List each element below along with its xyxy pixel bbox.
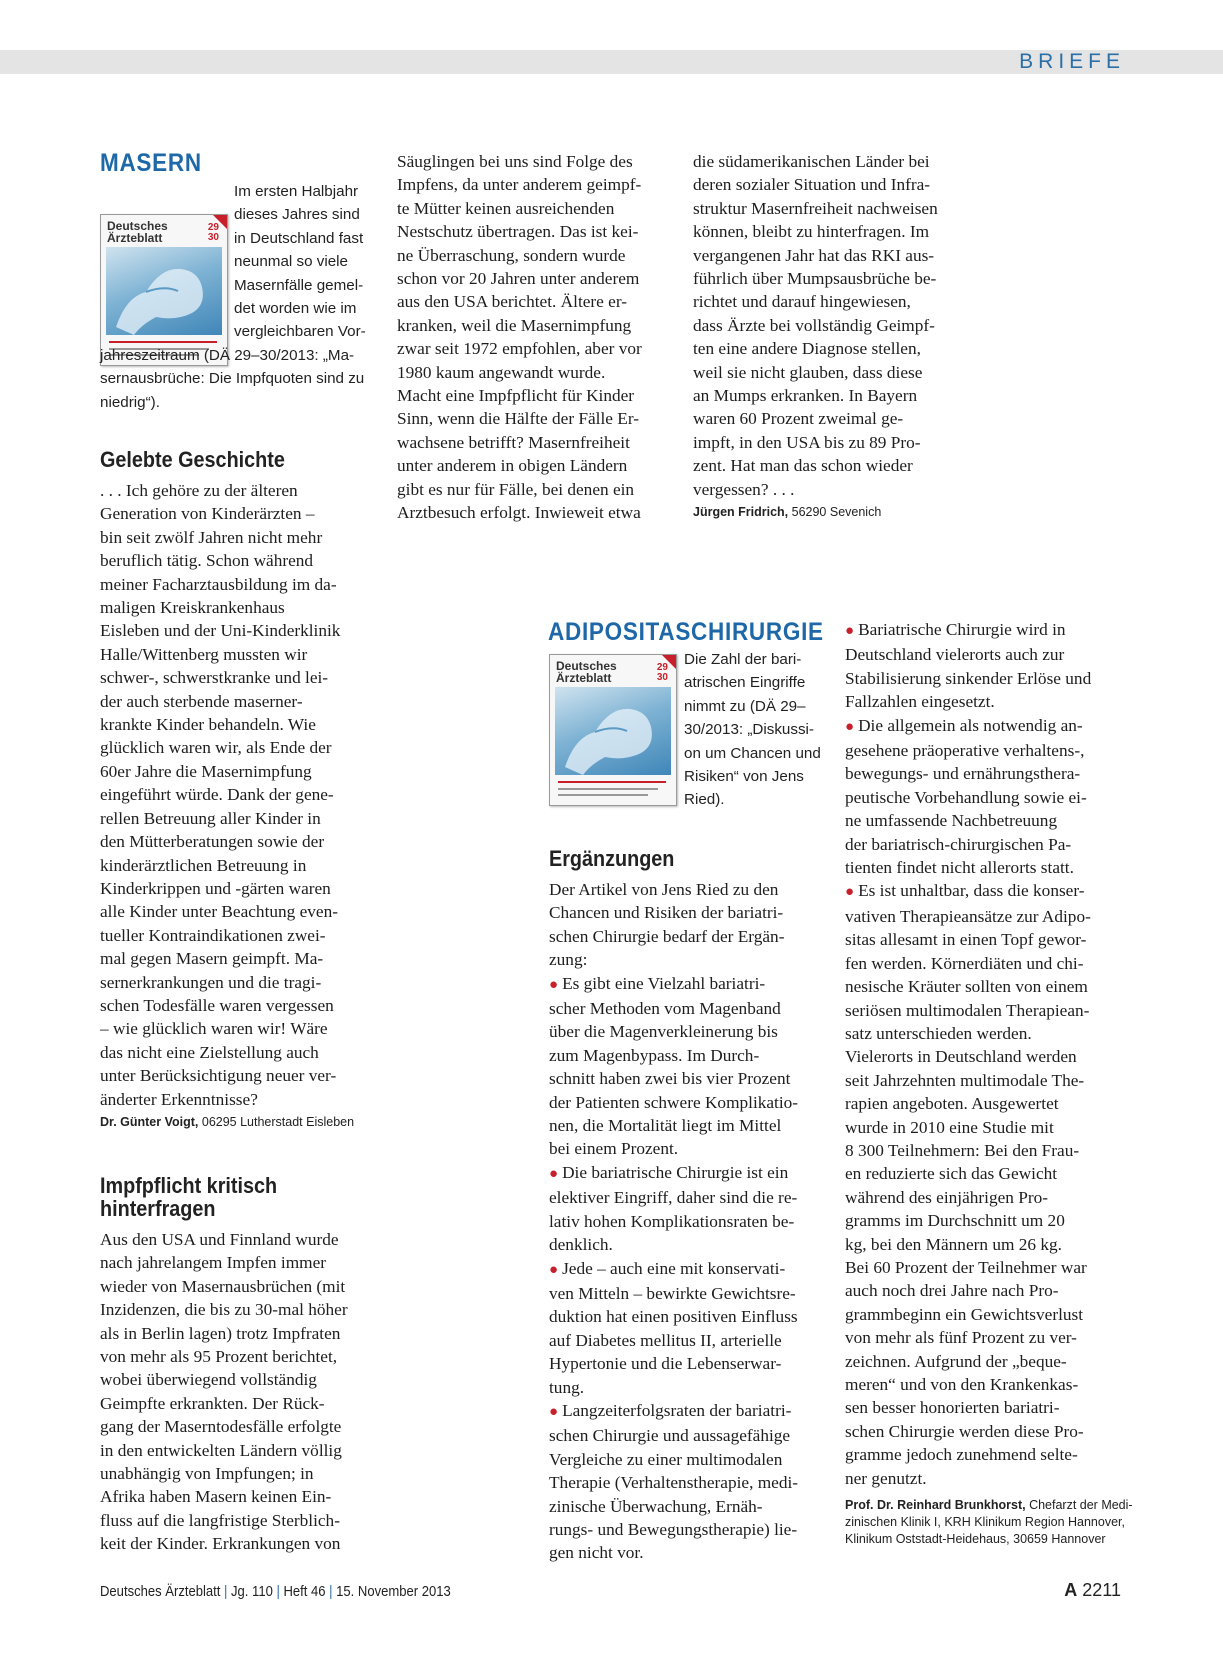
text-line: unter Berücksichtigung neuer ver-	[100, 1066, 337, 1086]
text-line: Säuglingen bei uns sind Folge des	[397, 152, 633, 171]
text-line: als in Berlin lagen) trotz Impfraten	[100, 1323, 341, 1343]
text-line: wieder von Masernausbrüchen (mit	[100, 1276, 346, 1296]
masern-intro-line: vergleichbaren Vor-	[234, 323, 366, 341]
text-line: tueller Kontraindikationen zwei-	[100, 925, 326, 945]
text-line: kinderärztlichen Betreuung in	[100, 855, 307, 875]
text-line: nen, die Mortalität liegt im Mittel	[549, 1116, 782, 1136]
text-line: ne Überraschung, sondern wurde	[397, 245, 626, 265]
text-line: Aus den USA und Finnland wurde	[100, 1230, 339, 1249]
masern-intro-line: Im ersten Halbjahr	[234, 183, 359, 200]
text-line: glücklich waren wir, als Ende der	[100, 738, 332, 758]
text-line: den Mütterberatungen sowie der	[100, 832, 325, 852]
text-line: Bei 60 Prozent der Teilnehmer war	[845, 1257, 1087, 1277]
adipositas-intro-line: on um Chancen und	[684, 744, 821, 762]
text-line: Geimpfte erkrankten. Der Rück-	[100, 1393, 325, 1413]
text-line: schnitt haben zwei bis vier Prozent	[549, 1069, 791, 1089]
text-line: zent. Hat man das schon wieder	[693, 456, 913, 476]
text-line: schen Chirurgie bedarf der Ergän-	[549, 926, 785, 946]
text-line: weil sie nicht glauben, dass diese	[693, 362, 923, 382]
text-line: rellen Betreuung aller Kinder in	[100, 808, 321, 828]
text-line: wobei überwiegend vollständig	[100, 1370, 317, 1390]
text-line: fluss auf die langfristige Sterblich-	[100, 1510, 340, 1530]
text-line: Halle/Wittenberg mussten wir	[100, 644, 308, 664]
text-line: te Mütter keinen ausreichenden	[397, 198, 615, 218]
footer-volume: Jg. 110	[231, 1584, 273, 1600]
adipositas-intro-line: atrischen Eingriffe	[684, 674, 806, 692]
letter-impfpflicht	[100, 1174, 380, 1556]
letter-signature: Dr. Günter Voigt, 06295 Lutherstadt Eisleben	[100, 1114, 355, 1129]
text-line: rapien angeboten. Ausgewertet	[845, 1094, 1059, 1114]
text-line: 8 300 Teilnehmern: Bei den Frau-	[845, 1140, 1080, 1160]
text-line: Generation von Kinderärzten –	[100, 504, 315, 524]
text-line: Impfens, da unter anderem geimpf-	[397, 175, 642, 195]
text-line: wurde in 2010 eine Studie mit	[845, 1117, 1054, 1137]
text-line: dass Ärzte bei vollständig Geimpf-	[693, 315, 935, 335]
text-line: rungs- und Bewegungstherapie) lie-	[549, 1519, 798, 1539]
adipositas-intro-line: Ried).	[684, 791, 725, 809]
text-line: Macht eine Impfpflicht für Kinder	[397, 386, 635, 406]
text-line: denklich.	[549, 1235, 613, 1255]
text-line: . . . Ich gehöre zu der älteren	[100, 481, 298, 500]
text-line: ● Die allgemein als notwendig an-	[845, 715, 1083, 735]
text-line: auf Diabetes mellitus II, arterielle	[549, 1330, 782, 1350]
text-line: lativ hohen Komplikationsraten be-	[549, 1211, 795, 1231]
bullet-icon: ●	[549, 1403, 559, 1420]
text-line: – wie glücklich waren wir! Wäre	[100, 1019, 328, 1039]
footer-issue: Heft 46	[283, 1584, 326, 1600]
text-line: gibt es nur für Fälle, bei denen ein	[397, 479, 635, 499]
masern-intro-line: sernausbrüche: Die Impfquoten sind zu	[100, 370, 365, 388]
text-line: ● Es gibt eine Vielzahl bariatri-	[549, 973, 766, 993]
masern-intro-full	[100, 344, 380, 414]
letter-heading: Gelebte Geschichte	[100, 447, 285, 472]
text-line: seit Jahrzehnten multimodale The-	[845, 1070, 1085, 1090]
text-line: Stabilisierung sinkender Erlöse und	[845, 668, 1092, 688]
text-line: vergessen? . . .	[693, 479, 795, 499]
text-line: an Mumps erkranken. In Bayern	[693, 386, 918, 406]
text-line: sitas allesamt in einen Topf gewor-	[845, 930, 1087, 950]
text-line: Der Artikel von Jens Ried zu den	[549, 880, 779, 899]
text-line: Deutschland vielerorts auch zur	[845, 645, 1065, 665]
letter-ergaenzungen	[549, 847, 839, 1565]
letter-heading: Ergänzungen	[549, 846, 675, 871]
text-line: zung:	[549, 950, 588, 970]
text-line: 1980 kaum angewandt wurde.	[397, 362, 606, 382]
text-line: fen werden. Körnerdiäten und chi-	[845, 953, 1084, 973]
text-line: grammbeginn ein Gewichtsverlust	[845, 1304, 1084, 1324]
text-line: schen Chirurgie werden diese Pro-	[845, 1421, 1084, 1441]
letter-body	[397, 150, 687, 525]
footer-journal: Deutsches Ärzteblatt	[100, 1584, 221, 1600]
text-line: 60er Jahre die Masernimpfung	[100, 761, 312, 781]
letter-heading: Impfpflicht kritisch	[100, 1173, 278, 1198]
text-line: ● Die bariatrische Chirurgie ist ein	[549, 1162, 789, 1182]
masern-intro-line: in Deutschland fast	[234, 229, 364, 247]
text-line: gang der Maserntodesfälle erfolgte	[100, 1417, 342, 1437]
text-line: ● Es ist unhaltbar, dass die konser-	[845, 881, 1085, 901]
text-line: kranken, weil die Masernimpfung	[397, 315, 632, 335]
letter-body	[100, 479, 380, 1111]
text-line: Afrika haben Masern keinen Ein-	[100, 1487, 332, 1507]
text-line: en reduzierte sich das Gewicht	[845, 1164, 1058, 1184]
text-line: ● Bariatrische Chirurgie wird in	[845, 620, 1066, 639]
text-line: Sinn, wenn die Hälfte der Fälle Er-	[397, 409, 639, 429]
text-line: schen Chirurgie und aussagefähige	[549, 1426, 791, 1446]
text-line: nesische Kräuter sollten von einem	[845, 977, 1088, 997]
text-line: zwar seit 1972 empfohlen, aber vor	[397, 339, 642, 359]
bullet-icon: ●	[549, 1165, 559, 1182]
text-line: der bariatrisch-chirurgischen Pa-	[845, 834, 1072, 854]
text-line: Inzidenzen, die bis zu 30-mal höher	[100, 1300, 348, 1320]
text-line: sen besser honorierten bariatri-	[845, 1398, 1060, 1418]
letter-gelebte-geschichte	[100, 448, 380, 1131]
text-line: schen Todesfälle waren vergessen	[100, 995, 334, 1015]
column-2	[397, 150, 687, 525]
text-line: können, bleibt zu hinterfragen. Im	[693, 222, 930, 242]
letter-signature: Jürgen Fridrich, 56290 Sevenich	[693, 505, 882, 520]
page-footer: Deutsches Ärzteblatt | Jg. 110 | Heft 46 | 15. November 2013	[100, 1584, 451, 1600]
letter-body	[693, 150, 983, 501]
text-line: Vergleiche zu einer multimodalen	[549, 1449, 783, 1469]
text-line: führlich über Mumpsausbrüche be-	[693, 269, 937, 289]
text-line: von mehr als 95 Prozent berichtet,	[100, 1347, 338, 1367]
text-line: scher Methoden vom Magenband	[549, 999, 781, 1019]
letter-body	[100, 1228, 380, 1556]
text-line: Fallzahlen eingesetzt.	[845, 692, 995, 712]
text-line: deren sozialer Situation und Infra-	[693, 175, 931, 195]
letter-heading: hinterfragen	[100, 1196, 216, 1221]
text-line: vativen Therapieansätze zur Adipo-	[845, 906, 1091, 926]
bullet-icon: ●	[845, 884, 855, 901]
text-line: alle Kinder unter Beachtung even-	[100, 902, 338, 922]
text-line: duktion hat einen positiven Einfluss	[549, 1307, 798, 1327]
text-line: vergangenen Jahr hat das RKI aus-	[693, 245, 935, 265]
text-line: mal gegen Masern geimpft. Ma-	[100, 949, 324, 969]
adipositas-cover-image: Deutsches Ärzteblatt 29 30	[549, 654, 677, 806]
masern-intro-line: jahreszeitraum (DÄ 29–30/2013: „Ma-	[100, 347, 355, 364]
adipositas-intro-line: Risiken“ von Jens	[684, 768, 804, 786]
text-line: krankte Kinder behandeln. Wie	[100, 715, 316, 735]
text-line: ten eine andere Diagnose stellen,	[693, 339, 921, 359]
bullet-icon: ●	[845, 623, 855, 639]
text-line: Eisleben und der Uni-Kinderklinik	[100, 621, 341, 641]
masern-cover-image: Deutsches Ärzteblatt 29 30	[100, 214, 228, 366]
adipositas-intro-line: Die Zahl der bari-	[684, 651, 802, 668]
adipositas-intro-line: 30/2013: „Diskussi-	[684, 721, 814, 739]
masern-intro-line: dieses Jahres sind	[234, 206, 360, 224]
text-line: gramme jedoch zunehmend selte-	[845, 1445, 1078, 1465]
text-line: das nicht eine Zielstellung auch	[100, 1042, 319, 1062]
text-line: elektiver Eingriff, daher sind die re-	[549, 1188, 798, 1208]
page-number: A 2211	[1064, 1580, 1121, 1600]
column-3	[693, 150, 983, 521]
text-line: bei einem Prozent.	[549, 1139, 679, 1159]
text-line: Arztbesuch erfolgt. Inwieweit etwa	[397, 503, 641, 523]
text-line: unabhängig von Impfungen; in	[100, 1464, 314, 1484]
text-line: tung.	[549, 1377, 585, 1397]
text-line: der auch sterbende maserner-	[100, 691, 303, 711]
masern-intro-line: neunmal so viele	[234, 253, 348, 271]
text-line: schon vor 20 Jahren unter anderem	[397, 269, 640, 289]
text-line: seriösen multimodalen Therapiean-	[845, 1000, 1090, 1020]
footer-date: 15. November 2013	[336, 1584, 451, 1600]
text-line: über die Magenverkleinerung bis	[549, 1022, 778, 1042]
text-line: ● Jede – auch eine mit konservati-	[549, 1258, 786, 1278]
text-line: ner genutzt.	[845, 1468, 927, 1488]
text-line: schwer-, schwerstkranke und lei-	[100, 668, 329, 688]
text-line: unter anderem in obigen Ländern	[397, 456, 628, 476]
text-line: meiner Facharztausbildung im da-	[100, 574, 337, 594]
text-line: gen nicht vor.	[549, 1543, 644, 1563]
section-label: BRIEFE	[1019, 50, 1125, 73]
text-line: tienten findet nicht allerorts statt.	[845, 858, 1074, 878]
text-line: keit der Kinder. Erkrankungen von	[100, 1534, 341, 1554]
text-line: von mehr als fünf Prozent zu ver-	[845, 1328, 1077, 1348]
text-line: aus den USA berichtet. Ältere er-	[397, 292, 627, 312]
text-line: kg, bei den Männern um 26 kg.	[845, 1234, 1062, 1254]
column-4	[845, 618, 1135, 1548]
text-line: satz unterschieden werden.	[845, 1023, 1032, 1043]
masern-intro-line: niedrig“).	[100, 393, 160, 411]
text-line: waren 60 Prozent zweimal ge-	[693, 409, 904, 429]
text-line: wachsene betrifft? Masernfreiheit	[397, 432, 630, 452]
text-line: gesehene präoperative verhaltens-,	[845, 741, 1085, 761]
letter-body	[845, 618, 1135, 1490]
bullet-icon: ●	[549, 1261, 559, 1278]
text-line: während des einjährigen Pro-	[845, 1187, 1048, 1207]
masern-intro-wrap	[234, 180, 380, 344]
adipositas-intro-line: nimmt zu (DÄ 29–	[684, 697, 806, 715]
text-line: Hypertonie und die Lebenserwar-	[549, 1354, 782, 1374]
text-line: nach jahrelangem Impfen immer	[100, 1253, 326, 1273]
text-line: auch noch drei Jahre nach Pro-	[845, 1281, 1059, 1301]
text-line: peutische Vorbehandlung sowie ei-	[845, 787, 1087, 807]
text-line: Chancen und Risiken der bariatri-	[549, 903, 784, 923]
text-line: richtet und darauf hingewiesen,	[693, 292, 911, 312]
text-line: zum Magenbypass. Im Durch-	[549, 1045, 760, 1065]
text-line: bewegungs- und ernährungsthera-	[845, 764, 1081, 784]
text-line: beruflich tätig. Schon während	[100, 551, 314, 571]
text-line: meren“ und von den Krankenkas-	[845, 1375, 1079, 1394]
masern-intro-line: Masernfälle gemel-	[234, 276, 364, 294]
text-line: Therapie (Verhaltenstherapie, medi-	[549, 1473, 799, 1493]
text-line: eingeführt würde. Dank der gene-	[100, 785, 334, 805]
adipositas-section	[548, 617, 833, 647]
masern-title: MASERN	[100, 149, 202, 177]
text-line: in den entwickelten Ländern völlig	[100, 1440, 342, 1460]
text-line: impft, in den USA bis zu 89 Pro-	[693, 432, 921, 452]
adipositas-title: ADIPOSITASCHIRURGIE	[548, 618, 824, 646]
text-line: sernerkrankungen und die tragi-	[100, 972, 322, 992]
bullet-icon: ●	[845, 718, 855, 735]
text-line: ● Langzeiterfolgsraten der bariatri-	[549, 1400, 792, 1420]
adipositas-intro-wrap	[684, 648, 834, 812]
text-line: Nestschutz übertragen. Das ist kei-	[397, 222, 639, 242]
letter-signature: Prof. Dr. Reinhard Brunkhorst, Chefarzt der Medi- zinischen Klinik I, KRH Klinikum Region Hannover, Klinikum Oststadt-Heidehaus, 30659 Hannover	[845, 1498, 1133, 1547]
text-line: zinische Überwachung, Ernäh-	[549, 1496, 763, 1516]
text-line: Kinderkrippen und -gärten waren	[100, 878, 331, 898]
text-line: maligen Kreiskrankenhaus	[100, 598, 285, 618]
text-line: zeichnen. Aufgrund der „beque-	[845, 1351, 1067, 1371]
text-line: ven Mitteln – bewirkte Gewichtsre-	[549, 1283, 796, 1303]
text-line: gramms im Durchschnitt um 20	[845, 1211, 1065, 1231]
masern-intro-line: det worden wie im	[234, 300, 357, 318]
text-line: die südamerikanischen Länder bei	[693, 152, 930, 171]
text-line: Vielerorts in Deutschland werden	[845, 1047, 1077, 1067]
text-line: struktur Masernfreiheit nachweisen	[693, 198, 938, 218]
text-line: änderter Erkenntnisse?	[100, 1089, 258, 1109]
text-line: ne umfassende Nachbetreuung	[845, 811, 1058, 831]
text-line: der Patienten schwere Komplikatio-	[549, 1092, 799, 1112]
letter-body	[549, 878, 839, 1565]
bullet-icon: ●	[549, 976, 559, 993]
text-line: bin seit zwölf Jahren nicht mehr	[100, 527, 323, 547]
